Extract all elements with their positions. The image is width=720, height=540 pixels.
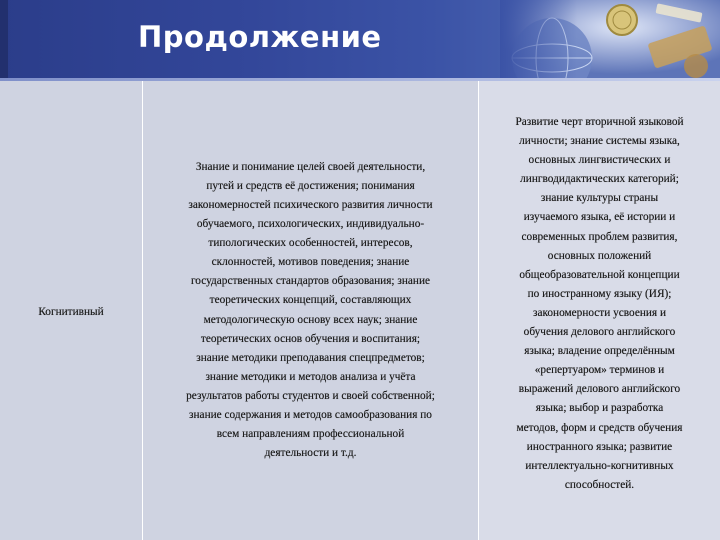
component-label: Когнитивный (38, 305, 104, 318)
language-knowledge-text: Развитие черт вторичной языковой личности; знание системы языка, основных лингвистических и лингводидактических категорий; знание культуры страны изучаемого языка, её истории и современных проблем развития, основных положений общеобразовательной концепции по иностранному языку (ИЯ); закономерности усвоения и обучения делового английского языка; владение определённым «репертуаром» терминов и выражений делового английского языка; выбор и разработка методов, форм и средств обучения иностранного языка; развитие интеллектуально-когнитивных способностей. (515, 116, 684, 491)
competence-table (0, 81, 720, 540)
general-knowledge-text: Знание и понимание целей своей деятельности, путей и средств её достижения; понимания закономерностей психического развития личности обучаемого, психологических, индивидуально- типологических особенностей, интересов, склонностей, мотивов поведения; знание государственных стандартов образования; знание теоретических концепций, составляющих методологическую основу всех наук; знание теоретических основ обучения и воспитания; знание методики преподавания спецпредметов; знание методики и методов анализа и учёта результатов работы студентов и своей собственной; знание содержания и методов самообразования по всем направлениям профессиональной деятельности и т.д. (186, 160, 435, 460)
slide-title: Продолжение (138, 20, 382, 54)
table-cell-language-knowledge (479, 81, 720, 540)
slide-header (0, 0, 720, 78)
table-cell-general-knowledge (143, 81, 479, 540)
table-cell-component (0, 81, 143, 540)
header-decorative-image (500, 0, 720, 78)
header-accent-bar (0, 0, 8, 78)
